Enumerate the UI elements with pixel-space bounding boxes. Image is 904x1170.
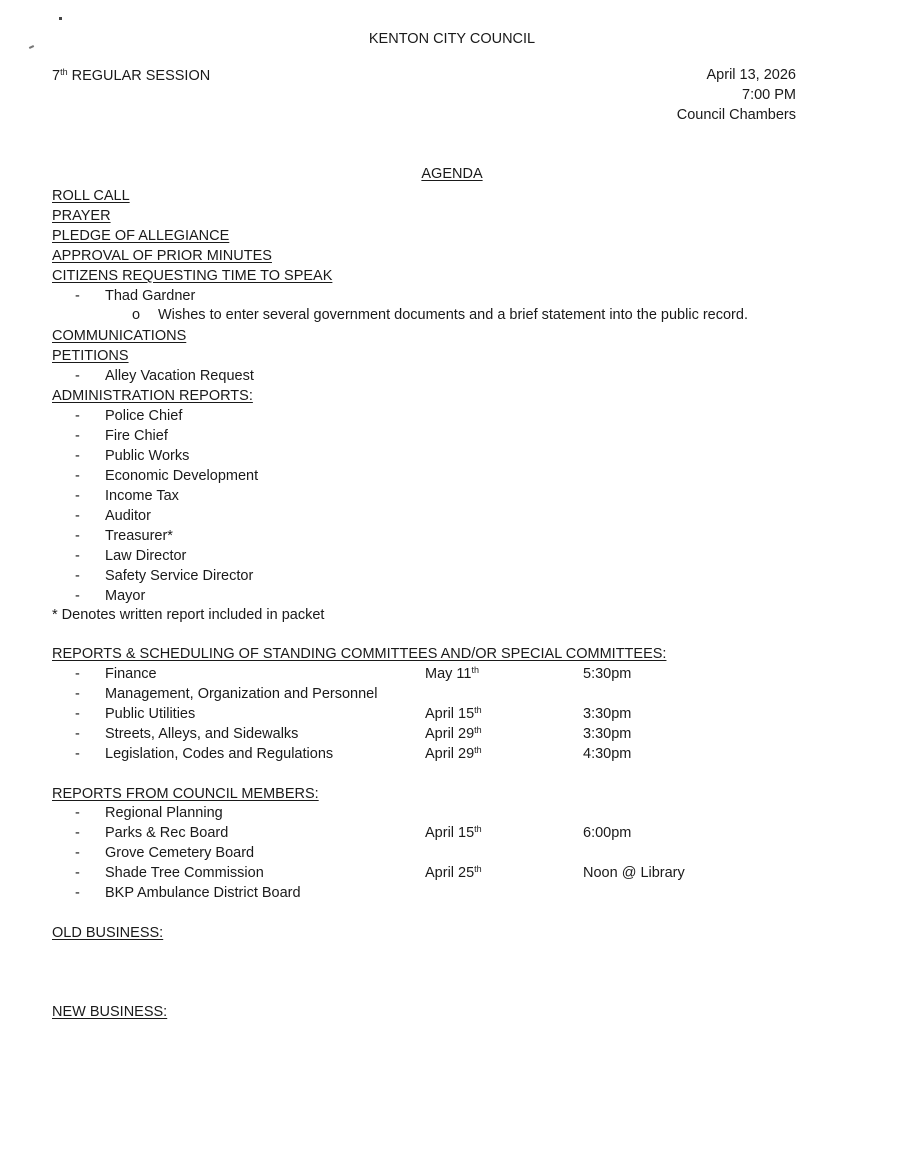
section-communications: COMMUNICATIONS bbox=[52, 328, 187, 344]
session-number: 7 bbox=[52, 68, 61, 84]
schedule-date-ordinal: th bbox=[474, 705, 482, 715]
schedule-name: BKP Ambulance District Board bbox=[105, 885, 301, 901]
meeting-location: Council Chambers bbox=[676, 107, 796, 123]
schedule-name: Public Utilities bbox=[105, 706, 196, 722]
dash-bullet: - bbox=[75, 528, 80, 544]
scan-speck bbox=[59, 17, 62, 20]
schedule-name: Management, Organization and Personnel bbox=[105, 686, 378, 702]
dash-bullet: - bbox=[75, 686, 80, 702]
admin-report-label: Police Chief bbox=[105, 408, 183, 424]
speaker-note: Wishes to enter several government documents and a brief statement into the public record. bbox=[158, 307, 748, 323]
dash-bullet: - bbox=[75, 568, 80, 584]
dash-bullet: - bbox=[75, 408, 80, 424]
schedule-date bbox=[425, 664, 479, 684]
admin-report-item bbox=[0, 426, 904, 446]
admin-report-label: Mayor bbox=[105, 588, 146, 604]
dash-bullet: - bbox=[75, 288, 80, 304]
dash-bullet: - bbox=[75, 588, 80, 604]
schedule-time: Noon @ Library bbox=[583, 865, 685, 881]
schedule-date-ordinal: th bbox=[474, 864, 482, 874]
dash-bullet: - bbox=[75, 885, 80, 901]
committee-item bbox=[0, 664, 904, 684]
dash-bullet: - bbox=[75, 805, 80, 821]
dash-bullet: - bbox=[75, 726, 80, 742]
dash-bullet: - bbox=[75, 428, 80, 444]
council-member-item bbox=[0, 883, 904, 903]
dash-bullet: - bbox=[75, 368, 80, 384]
dash-bullet: - bbox=[75, 845, 80, 861]
section-citizens: CITIZENS REQUESTING TIME TO SPEAK bbox=[52, 268, 333, 284]
schedule-time: 3:30pm bbox=[583, 706, 632, 722]
admin-report-label: Economic Development bbox=[105, 468, 259, 484]
schedule-name: Streets, Alleys, and Sidewalks bbox=[105, 726, 299, 742]
section-committees: REPORTS & SCHEDULING OF STANDING COMMITTEES AND/OR SPECIAL COMMITTEES: bbox=[52, 646, 667, 662]
schedule-date-ordinal: th bbox=[471, 665, 479, 675]
admin-report-label: Fire Chief bbox=[105, 428, 168, 444]
petition-label: Alley Vacation Request bbox=[105, 368, 254, 384]
admin-report-item bbox=[0, 466, 904, 486]
petition-item bbox=[0, 366, 904, 386]
schedule-date-ordinal: th bbox=[474, 745, 482, 755]
schedule-date bbox=[425, 863, 482, 883]
footnote: * Denotes written report included in packet bbox=[52, 607, 325, 623]
dash-bullet: - bbox=[75, 825, 80, 841]
dash-bullet: - bbox=[75, 468, 80, 484]
session-label bbox=[52, 68, 210, 84]
dash-bullet: - bbox=[75, 508, 80, 524]
dash-bullet: - bbox=[75, 865, 80, 881]
section-prayer: PRAYER bbox=[52, 208, 111, 224]
schedule-date-text: April 25 bbox=[425, 865, 475, 881]
schedule-time: 3:30pm bbox=[583, 726, 632, 742]
council-member-item bbox=[0, 823, 904, 843]
schedule-date-text: May 11 bbox=[425, 666, 472, 682]
session-text: REGULAR SESSION bbox=[67, 68, 211, 84]
committee-item bbox=[0, 724, 904, 744]
dash-bullet: - bbox=[75, 666, 80, 682]
schedule-date bbox=[425, 744, 482, 764]
schedule-name: Shade Tree Commission bbox=[105, 865, 264, 881]
section-roll-call: ROLL CALL bbox=[52, 188, 130, 204]
admin-report-label: Treasurer* bbox=[105, 528, 173, 544]
citizen-note bbox=[0, 305, 904, 325]
committee-item bbox=[0, 684, 904, 704]
schedule-date-ordinal: th bbox=[474, 824, 482, 834]
council-member-item bbox=[0, 843, 904, 863]
admin-report-item bbox=[0, 406, 904, 426]
agenda-title: AGENDA bbox=[421, 166, 483, 182]
schedule-time: 5:30pm bbox=[583, 666, 632, 682]
admin-report-label: Income Tax bbox=[105, 488, 179, 504]
admin-report-item bbox=[0, 506, 904, 526]
admin-report-label: Safety Service Director bbox=[105, 568, 254, 584]
council-member-item bbox=[0, 863, 904, 883]
admin-report-label: Auditor bbox=[105, 508, 151, 524]
dash-bullet: - bbox=[75, 448, 80, 464]
document-title: KENTON CITY COUNCIL bbox=[368, 31, 536, 47]
schedule-name: Parks & Rec Board bbox=[105, 825, 229, 841]
admin-report-item bbox=[0, 486, 904, 506]
committee-item bbox=[0, 704, 904, 724]
schedule-date bbox=[425, 823, 482, 843]
citizen-speaker bbox=[0, 286, 904, 306]
meeting-time: 7:00 PM bbox=[742, 87, 796, 103]
schedule-name: Regional Planning bbox=[105, 805, 223, 821]
section-petitions: PETITIONS bbox=[52, 348, 129, 364]
committee-item bbox=[0, 744, 904, 764]
council-member-item bbox=[0, 803, 904, 823]
admin-report-item bbox=[0, 546, 904, 566]
schedule-name: Grove Cemetery Board bbox=[105, 845, 255, 861]
session-ordinal: th bbox=[60, 67, 68, 77]
schedule-time: 4:30pm bbox=[583, 746, 632, 762]
dash-bullet: - bbox=[75, 548, 80, 564]
dash-bullet: - bbox=[75, 706, 80, 722]
schedule-time: 6:00pm bbox=[583, 825, 632, 841]
circle-bullet: o bbox=[132, 307, 141, 323]
schedule-date-text: April 15 bbox=[425, 706, 475, 722]
schedule-name: Finance bbox=[105, 666, 157, 682]
section-old-business: OLD BUSINESS: bbox=[52, 925, 164, 941]
section-council-members: REPORTS FROM COUNCIL MEMBERS: bbox=[52, 786, 319, 802]
dash-bullet: - bbox=[75, 488, 80, 504]
admin-report-item bbox=[0, 446, 904, 466]
speaker-name: Thad Gardner bbox=[105, 288, 196, 304]
admin-report-item bbox=[0, 566, 904, 586]
dash-bullet: - bbox=[75, 746, 80, 762]
schedule-date-text: April 29 bbox=[425, 726, 475, 742]
schedule-date-text: April 15 bbox=[425, 825, 475, 841]
meeting-date: April 13, 2026 bbox=[706, 67, 796, 83]
schedule-date-ordinal: th bbox=[474, 725, 482, 735]
section-administration-reports: ADMINISTRATION REPORTS: bbox=[52, 388, 253, 404]
admin-report-item bbox=[0, 586, 904, 606]
admin-report-label: Law Director bbox=[105, 548, 187, 564]
schedule-date bbox=[425, 724, 482, 744]
schedule-name: Legislation, Codes and Regulations bbox=[105, 746, 334, 762]
schedule-date bbox=[425, 704, 482, 724]
section-new-business: NEW BUSINESS: bbox=[52, 1004, 168, 1020]
section-pledge: PLEDGE OF ALLEGIANCE bbox=[52, 228, 230, 244]
admin-report-label: Public Works bbox=[105, 448, 190, 464]
section-approval-minutes: APPROVAL OF PRIOR MINUTES bbox=[52, 248, 272, 264]
admin-report-item bbox=[0, 526, 904, 546]
schedule-date-text: April 29 bbox=[425, 746, 475, 762]
